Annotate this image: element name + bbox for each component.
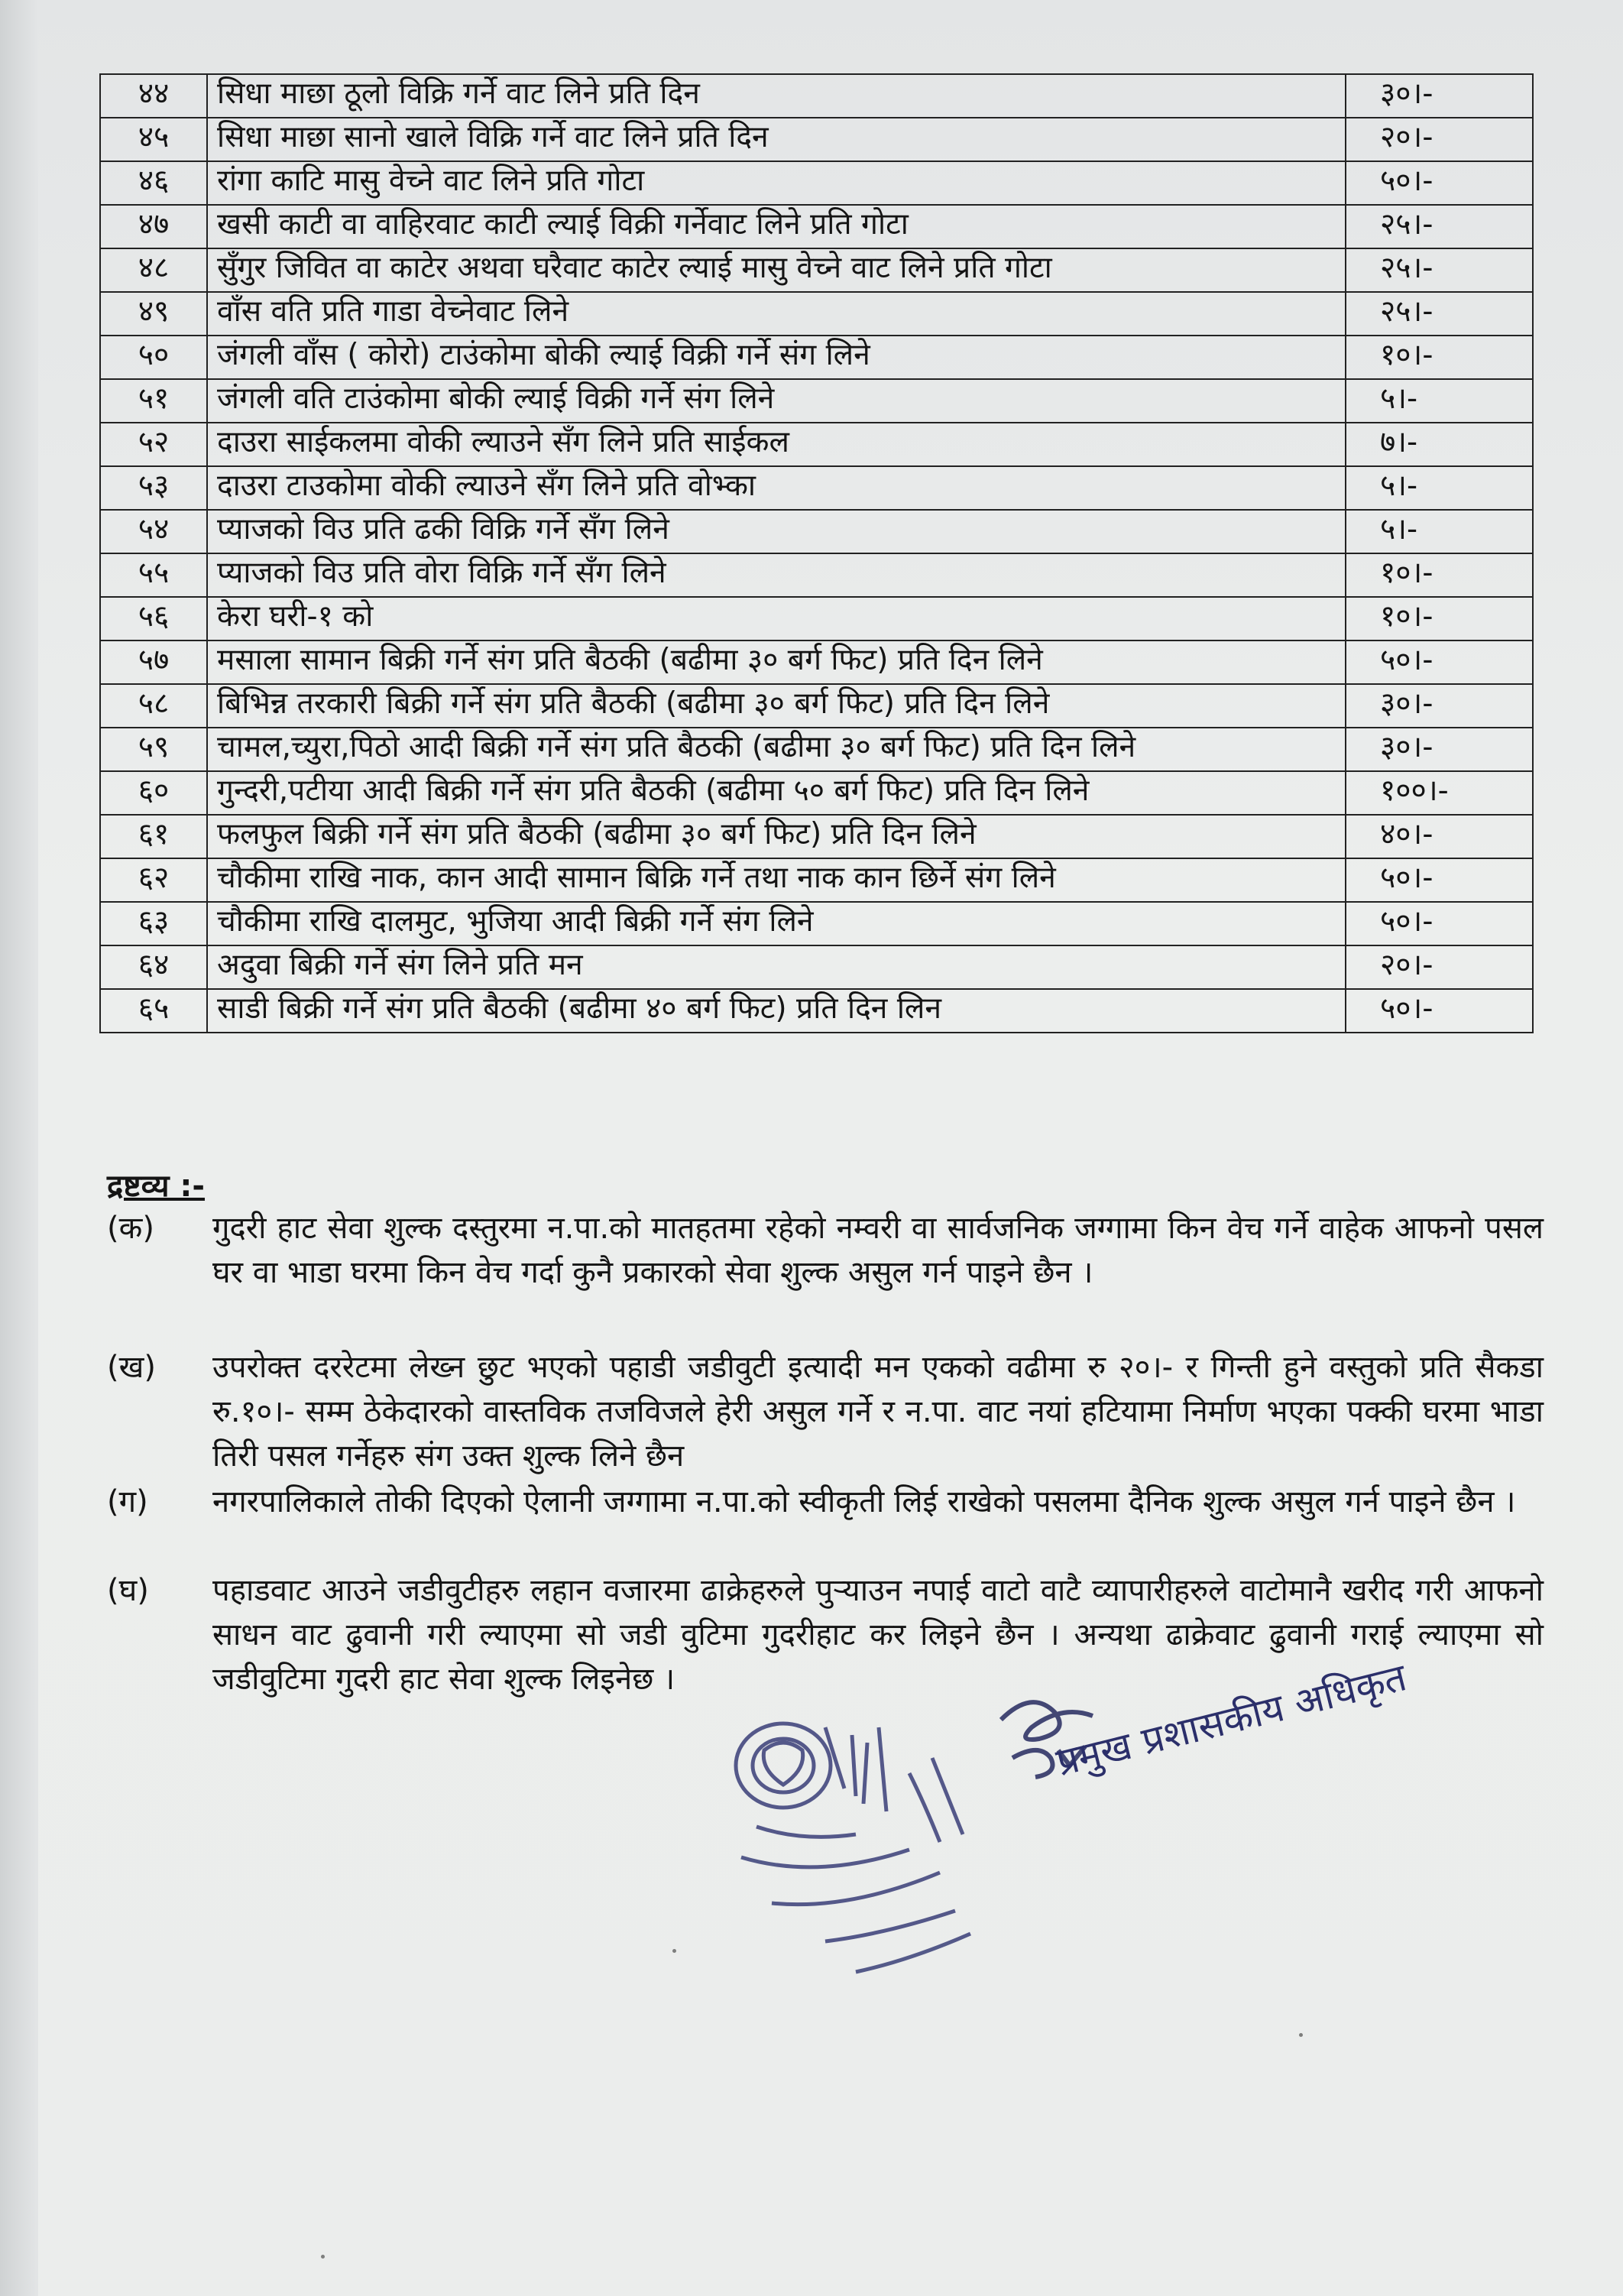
row-fee: ३०।- [1346, 684, 1533, 728]
row-fee: २०।- [1346, 118, 1533, 161]
row-fee: ३०।- [1346, 74, 1533, 118]
row-number: ६४ [100, 945, 207, 989]
row-fee: ५।- [1346, 379, 1533, 423]
table-row [100, 74, 1533, 118]
note-kha [107, 1345, 1544, 1478]
table-row [100, 989, 1533, 1033]
row-number: ५३ [100, 466, 207, 510]
row-fee: ५०।- [1346, 640, 1533, 684]
row-fee: ५०।- [1346, 902, 1533, 945]
row-description: चौकीमा राखि दालमुट, भुजिया आदी बिक्री गर्ने संग लिने [207, 902, 1346, 945]
row-number: ६० [100, 771, 207, 815]
row-description: दाउरा टाउकोमा वोकी ल्याउने सँग लिने प्रति वोभ्का [207, 466, 1346, 510]
row-fee: १०।- [1346, 553, 1533, 597]
note-mark: (ख) [107, 1350, 156, 1385]
note-mark: (ग) [107, 1484, 148, 1519]
row-description: चौकीमा राखि नाक, कान आदी सामान बिक्रि गर्ने तथा नाक कान छिर्ने संग लिने [207, 858, 1346, 902]
row-fee: ५०।- [1346, 989, 1533, 1033]
notes-title: द्रष्टव्य :- [107, 1169, 206, 1204]
row-number: ५२ [100, 423, 207, 466]
row-description: गुन्दरी,पटीया आदी बिक्री गर्ने संग प्रति बैठकी (बढीमा ५० बर्ग फिट) प्रति दिन लिने [207, 771, 1346, 815]
row-number: ४९ [100, 292, 207, 336]
row-number: ५४ [100, 510, 207, 553]
row-number: ५७ [100, 640, 207, 684]
note-text: नगरपालिकाले तोकी दिएको ऐलानी जग्गामा न.पा.को स्वीकृती लिई राखेको पसलमा दैनिक शुल्क असुल गर्न पाइने छैन । [212, 1484, 1516, 1519]
row-description: प्याजको विउ प्रति ढकी विक्रि गर्ने सँग लिने [207, 510, 1346, 553]
row-description: वाँस वति प्रति गाडा वेच्नेवाट लिने [207, 292, 1346, 336]
row-description: चामल,च्युरा,पिठो आदी बिक्री गर्ने संग प्रति बैठकी (बढीमा ३० बर्ग फिट) प्रति दिन लिने [207, 728, 1346, 771]
row-number: ६२ [100, 858, 207, 902]
table-row [100, 902, 1533, 945]
row-fee: ५०।- [1346, 858, 1533, 902]
row-number: ५६ [100, 597, 207, 640]
row-fee: ३०।- [1346, 728, 1533, 771]
paper-fold-shadow [0, 0, 38, 2296]
table-row [100, 466, 1533, 510]
speck [672, 1949, 676, 1953]
row-fee: ७।- [1346, 423, 1533, 466]
row-number: ५५ [100, 553, 207, 597]
row-fee: १००।- [1346, 771, 1533, 815]
table-row [100, 728, 1533, 771]
row-description: बिभिन्न तरकारी बिक्री गर्ने संग प्रति बैठकी (बढीमा ३० बर्ग फिट) प्रति दिन लिने [207, 684, 1346, 728]
note-ga [107, 1480, 1544, 1524]
table-row [100, 161, 1533, 205]
table-row [100, 640, 1533, 684]
row-description: केरा घरी-१ को [207, 597, 1346, 640]
speck [1299, 2033, 1303, 2037]
row-fee: २०।- [1346, 945, 1533, 989]
note-ka [107, 1206, 1544, 1295]
row-number: ६५ [100, 989, 207, 1033]
speck [321, 2255, 325, 2259]
note-mark: (घ) [107, 1573, 149, 1608]
row-number: ४४ [100, 74, 207, 118]
row-fee: २५।- [1346, 205, 1533, 248]
row-description: जंगली वाँस ( कोरो) टाउंकोमा बोकी ल्याई विक्री गर्ने संग लिने [207, 336, 1346, 379]
row-fee: ५।- [1346, 510, 1533, 553]
table-row [100, 292, 1533, 336]
row-fee: १०।- [1346, 597, 1533, 640]
row-fee: २५।- [1346, 292, 1533, 336]
row-description: दाउरा साईकलमा वोकी ल्याउने सँग लिने प्रति साईकल [207, 423, 1346, 466]
note-text: पहाडवाट आउने जडीवुटीहरु लहान वजारमा ढाक्रेहरुले पुऱ्याउन नपाई वाटो वाटै व्यापारीहरुले वाटोमानै खरीद गरी आफनो साधन वाट ढुवानी गरी ल्याएमा सो जडी वुटिमा गुदरीहाट कर लिइने छैन । अन्यथा ढाक्रेवाट ढुवानी गराई ल्याएमा सो जडीवुटिमा गुदरी हाट सेवा शुल्क लिइनेछ । [212, 1573, 1544, 1697]
table-row [100, 118, 1533, 161]
table-row [100, 423, 1533, 466]
row-number: ४७ [100, 205, 207, 248]
row-description: सिधा माछा सानो खाले विक्रि गर्ने वाट लिने प्रति दिन [207, 118, 1346, 161]
row-fee: ५।- [1346, 466, 1533, 510]
row-number: ४५ [100, 118, 207, 161]
row-number: ४८ [100, 248, 207, 292]
table-row [100, 684, 1533, 728]
row-description: जंगली वति टाउंकोमा बोकी ल्याई विक्री गर्ने संग लिने [207, 379, 1346, 423]
rates-table-body [100, 74, 1533, 1033]
row-number: ६३ [100, 902, 207, 945]
row-number: ६१ [100, 815, 207, 858]
row-description: सिधा माछा ठूलो विक्रि गर्ने वाट लिने प्रति दिन [207, 74, 1346, 118]
row-description: प्याजको विउ प्रति वोरा विक्रि गर्ने सँग लिने [207, 553, 1346, 597]
row-description: खसी काटी वा वाहिरवाट काटी ल्याई विक्री गर्नेवाट लिने प्रति गोटा [207, 205, 1346, 248]
table-row [100, 248, 1533, 292]
row-number: ५१ [100, 379, 207, 423]
table-row [100, 510, 1533, 553]
signature-title: प्रमुख प्रशासकीय अधिकृत [1051, 1655, 1411, 1785]
row-description: सुँगुर जिवित वा काटेर अथवा घरैवाट काटेर ल्याई मासु वेच्ने वाट लिने प्रति गोटा [207, 248, 1346, 292]
table-row [100, 336, 1533, 379]
table-row [100, 945, 1533, 989]
row-fee: ५०।- [1346, 161, 1533, 205]
row-number: ४६ [100, 161, 207, 205]
row-description: मसाला सामान बिक्री गर्ने संग प्रति बैठकी (बढीमा ३० बर्ग फिट) प्रति दिन लिने [207, 640, 1346, 684]
table-row [100, 553, 1533, 597]
row-description: रांगा काटि मासु वेच्ने वाट लिने प्रति गोटा [207, 161, 1346, 205]
row-fee: १०।- [1346, 336, 1533, 379]
row-number: ५० [100, 336, 207, 379]
note-text: गुदरी हाट सेवा शुल्क दस्तुरमा न.पा.को मातहतमा रहेको नम्वरी वा सार्वजनिक जग्गामा किन वेच गर्ने वाहेक आफनो पसल घर वा भाडा घरमा किन वेच गर्दा कुनै प्रकारको सेवा शुल्क असुल गर्न पाइने छैन । [212, 1211, 1544, 1290]
row-fee: ४०।- [1346, 815, 1533, 858]
table-row [100, 205, 1533, 248]
table-row [100, 597, 1533, 640]
note-mark: (क) [107, 1211, 154, 1246]
row-number: ५९ [100, 728, 207, 771]
row-description: फलफुल बिक्री गर्ने संग प्रति बैठकी (बढीमा ३० बर्ग फिट) प्रति दिन लिने [207, 815, 1346, 858]
row-fee: २५।- [1346, 248, 1533, 292]
rates-table [99, 73, 1534, 1033]
table-row [100, 771, 1533, 815]
table-row [100, 858, 1533, 902]
row-description: साडी बिक्री गर्ने संग प्रति बैठकी (बढीमा ४० बर्ग फिट) प्रति दिन लिन [207, 989, 1346, 1033]
note-text: उपरोक्त दररेटमा लेख्न छुट भएको पहाडी जडीवुटी इत्यादी मन एकको वढीमा रु २०।- र गिन्ती हुने वस्तुको प्रति सैकडा रु.१०।- सम्म ठेकेदारको वास्तविक तजविजले हेरी असुल गर्ने र न.पा. वाट नयां हटियामा निर्माण भएका पक्की घरमा भाडा तिरी पसल गर्नेहरु संग उक्त शुल्क लिने छैन [212, 1350, 1544, 1474]
table-row [100, 379, 1533, 423]
row-number: ५८ [100, 684, 207, 728]
table-row [100, 815, 1533, 858]
row-description: अदुवा बिक्री गर्ने संग लिने प्रति मन [207, 945, 1346, 989]
